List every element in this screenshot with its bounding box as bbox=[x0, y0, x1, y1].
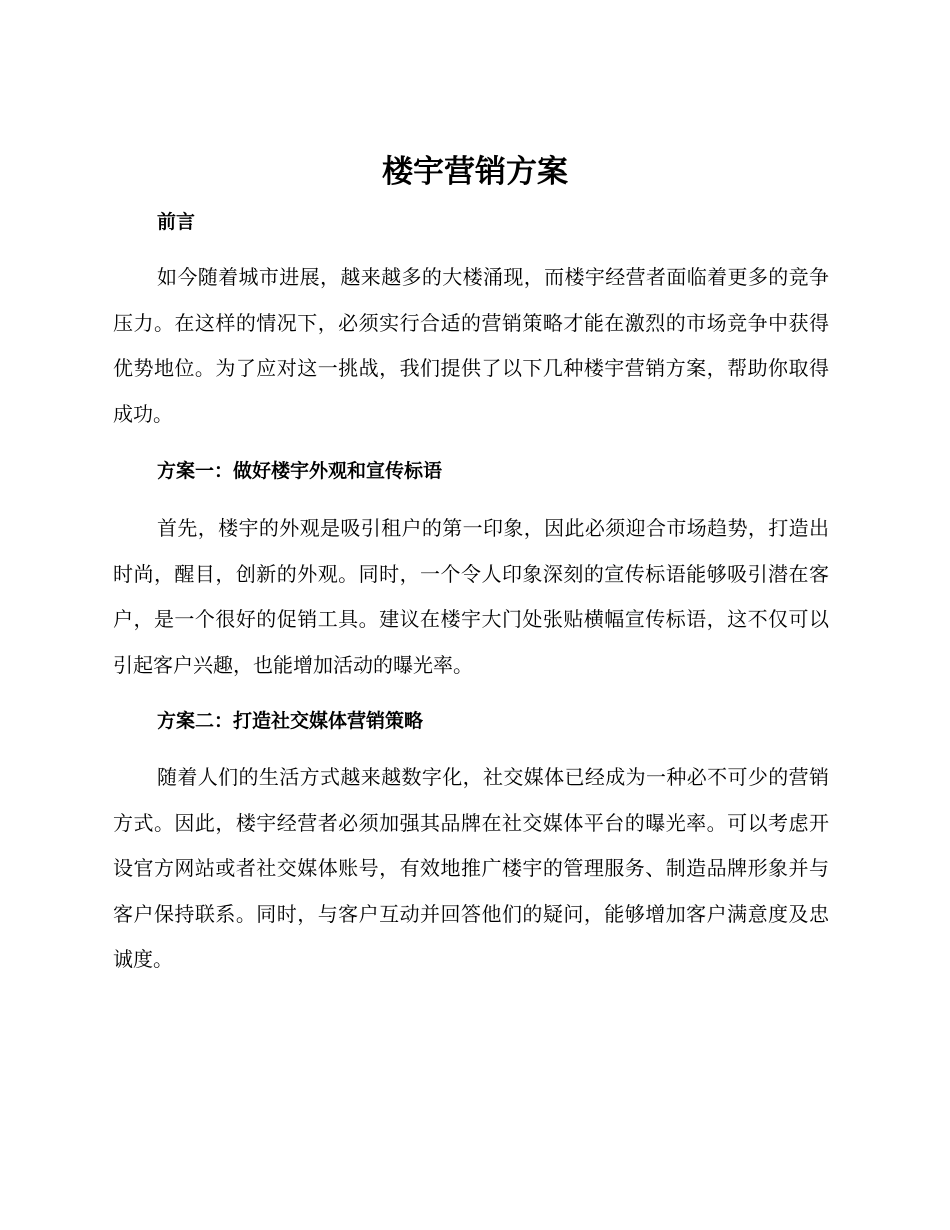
section-body-preface: 如今随着城市进展，越来越多的大楼涌现，而楼宇经营者面临着更多的竞争压力。在这样的情况下，必须实行合适的营销策略才能在激烈的市场竞争中获得优势地位。为了应对这一挑战，我们提供了以下几种楼宇营销方案，帮助你取得成功。 bbox=[113, 265, 829, 426]
document-title: 楼宇营销方案 bbox=[382, 154, 568, 190]
section-heading-plan-one: 方案一：做好楼宇外观和宣传标语 bbox=[157, 460, 443, 482]
section-heading-plan-two: 方案二：打造社交媒体营销策略 bbox=[157, 710, 424, 732]
section-body-plan-one: 首先，楼宇的外观是吸引租户的第一印象，因此必须迎合市场趋势，打造出时尚，醒目，创新的外观。同时，一个令人印象深刻的宣传标语能够吸引潜在客户，是一个很好的促销工具。建议在楼宇大门处张贴横幅宣传标语，这不仅可以引起客户兴趣，也能增加活动的曝光率。 bbox=[113, 516, 829, 677]
section-body-plan-two: 随着人们的生活方式越来越数字化，社交媒体已经成为一种必不可少的营销方式。因此，楼宇经营者必须加强其品牌在社交媒体平台的曝光率。可以考虑开设官方网站或者社交媒体账号，有效地推广楼宇的管理服务、制造品牌形象并与客户保持联系。同时，与客户互动并回答他们的疑问，能够增加客户满意度及忠诚度。 bbox=[113, 765, 829, 971]
section-heading-preface: 前言 bbox=[157, 211, 196, 233]
